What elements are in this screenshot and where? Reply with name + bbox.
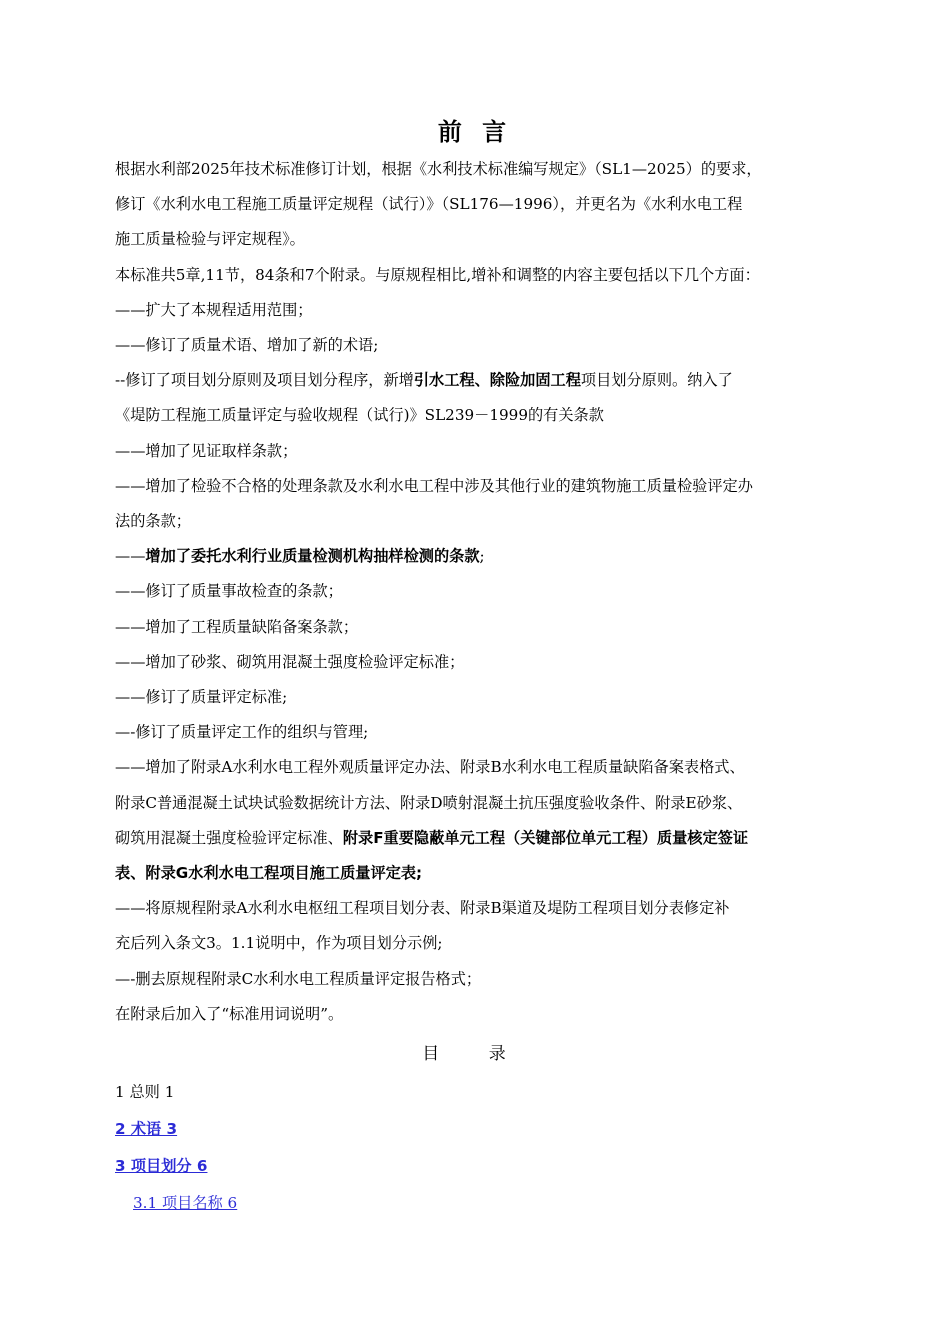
list-item [115, 539, 855, 574]
toc-item-2[interactable] [115, 1111, 855, 1148]
paragraph: 根据水利部2025年技术标准修订计划，根据《水利技术标准编写规定》（SL1—2025）的要求， [115, 160, 762, 178]
toc-item-1: 1 总则 1 [115, 1083, 175, 1102]
list-item: —-删去原规程附录C水利水电工程质量评定报告格式； [115, 969, 482, 988]
text-run: 项目划分原则。纳入了 [580, 371, 733, 390]
text-run: —— [115, 547, 146, 566]
paragraph: 法的条款； [115, 512, 191, 531]
list-item: ——增加了工程质量缺陷备案条款； [115, 617, 358, 636]
paragraph: 施工质量检验与评定规程》。 [115, 230, 305, 249]
toc-link-project-name[interactable]: 3.1 项目名称 6 [133, 1194, 238, 1213]
list-item: ——增加了附录A水利水电工程外观质量评定办法、附录B水利水电工程质量缺陷备案表格式、 [115, 758, 745, 777]
paragraph: 本标准共5章,11节，84条和7个附录。与原规程相比,增补和调整的内容主要包括以下几个方面： [115, 265, 760, 284]
page-title: 前 言 [437, 118, 513, 146]
toc-link-project-division[interactable]: 3 项目划分 6 [115, 1157, 208, 1176]
bold-paragraph: 表、附录G水利水电工程项目施工质量评定表; [115, 864, 423, 883]
paragraph: 修订《水利水电工程施工质量评定规程（试行）》（SL176—1996），并更名为《水利水电工程 [115, 195, 743, 214]
list-item [115, 363, 855, 398]
text-run: ; [479, 547, 485, 566]
list-item: —-修订了质量评定工作的组织与管理; [115, 723, 369, 742]
toc-title: 目 录 [422, 1044, 528, 1065]
bold-text-run: 附录F重要隐蔽单元工程（关键部位单元工程）质量核定签证 [342, 828, 749, 847]
paragraph: 充后列入条文3。1.1说明中，作为项目划分示例; [115, 934, 443, 953]
paragraph: 在附录后加入了“标准用词说明”。 [115, 1004, 344, 1023]
list-item: ——修订了质量术语、增加了新的术语; [115, 336, 379, 355]
list-item: ——修订了质量评定标准; [115, 688, 288, 707]
list-item: ——将原规程附录A水利水电枢纽工程项目划分表、附录B渠道及堤防工程项目划分表修定补 [115, 899, 730, 918]
paragraph: 附录C普通混凝土试块试验数据统计方法、附录D喷射混凝土抗压强度验收条件、附录E砂浆、 [115, 793, 743, 812]
toc-link-terms[interactable]: 2 术语 3 [115, 1120, 178, 1139]
paragraph [115, 821, 855, 856]
bold-text-run: 引水工程、除险加固工程 [413, 371, 581, 390]
list-item: ——增加了检验不合格的处理条款及水利水电工程中涉及其他行业的建筑物施工质量检验评定办 [115, 476, 753, 495]
list-item: ——增加了砂浆、砌筑用混凝土强度检验评定标准； [115, 652, 465, 671]
toc-item-3-1[interactable] [115, 1185, 855, 1222]
text-run: --修订了项目划分原则及项目划分程序，新增 [115, 371, 414, 390]
document-body [115, 152, 855, 1222]
paragraph: 《堤防工程施工质量评定与验收规程（试行)》SL239－1999的有关条款 [115, 406, 604, 425]
text-run: 砌筑用混凝土强度检验评定标准、 [115, 828, 343, 847]
list-item: ——扩大了本规程适用范围； [115, 300, 313, 319]
list-item: ——修订了质量事故检查的条款； [115, 582, 343, 601]
list-item: ——增加了见证取样条款； [115, 441, 298, 460]
table-of-contents [115, 1074, 855, 1222]
bold-text-run: 增加了委托水利行业质量检测机构抽样检测的条款 [145, 547, 480, 566]
toc-item-3[interactable] [115, 1148, 855, 1185]
